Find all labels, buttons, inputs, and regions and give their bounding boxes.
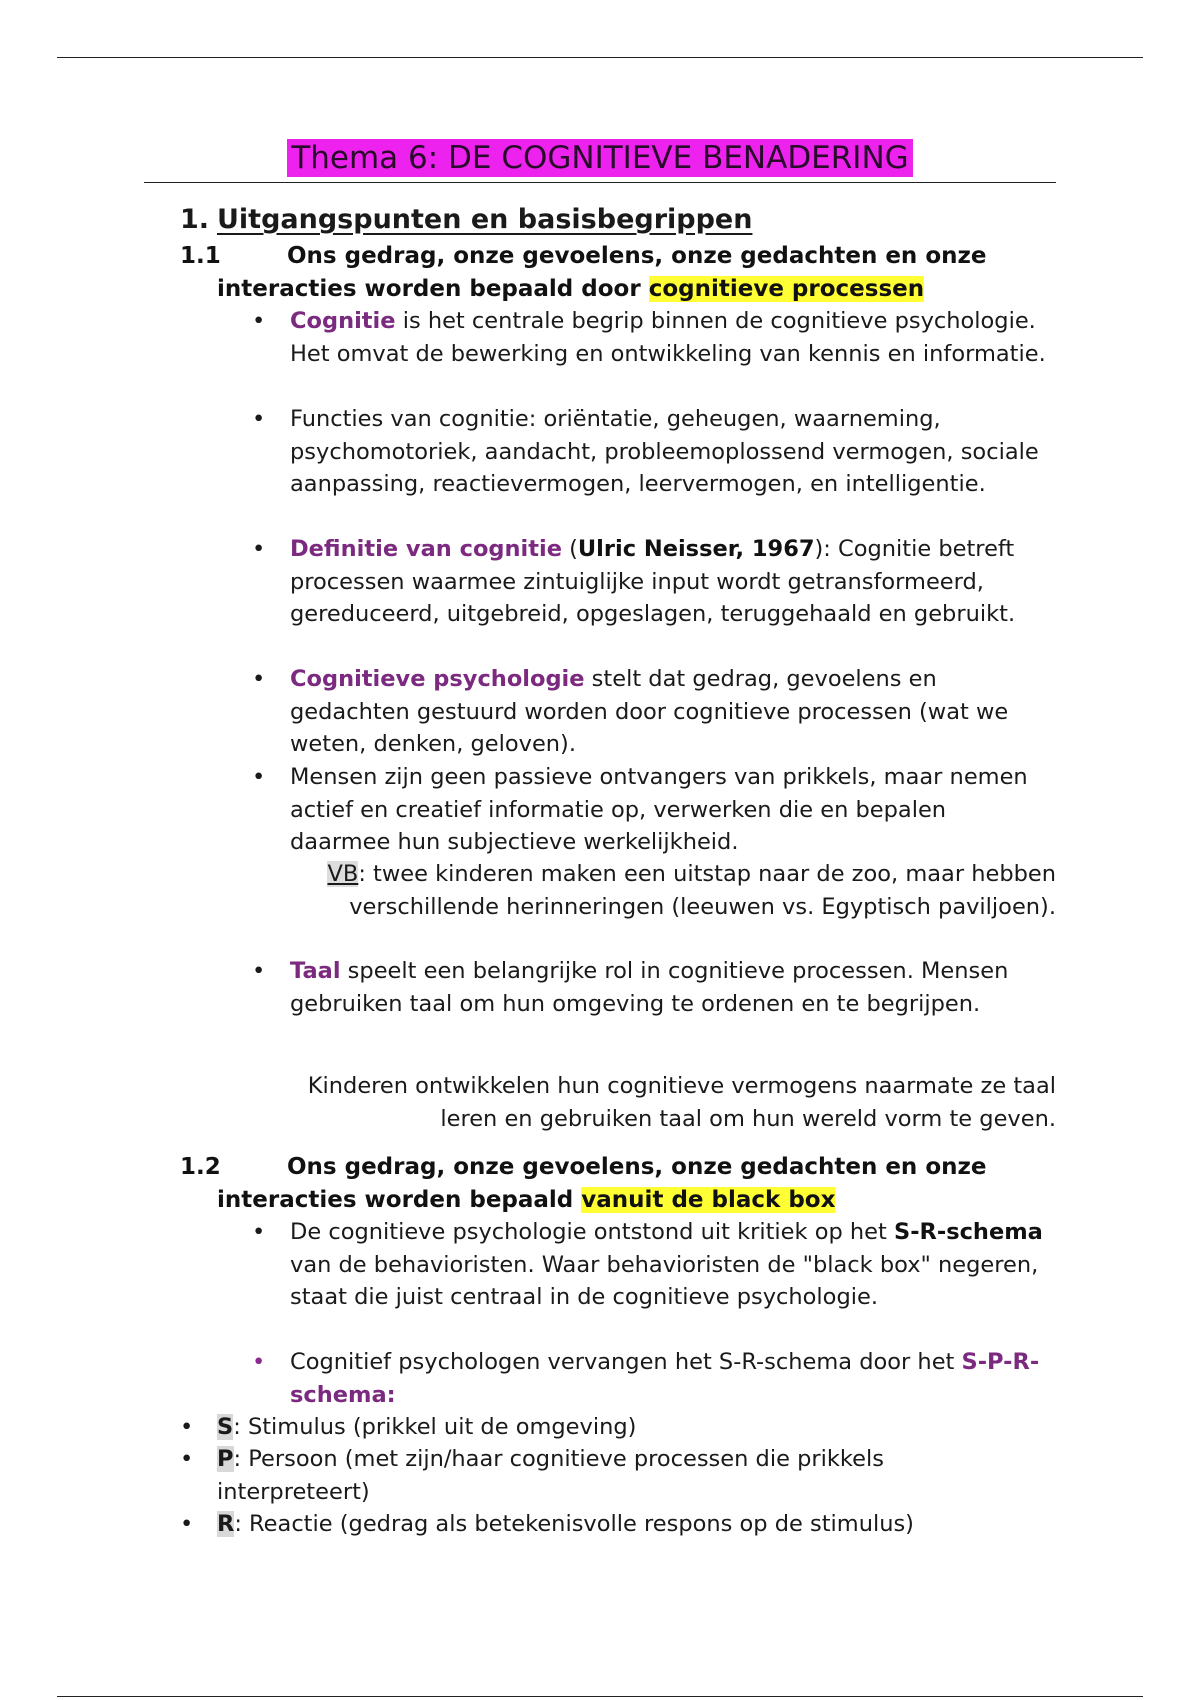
bullet-glyph: • bbox=[252, 666, 266, 692]
header-rule bbox=[57, 57, 1143, 58]
title-block bbox=[0, 138, 1200, 178]
bullet-text: ): Cognitie betreft processen waarmee zintuiglijke input wordt getransformeerd, gereduceerd, uitgebreid, opgeslagen, teruggehaald en gebruikt. bbox=[290, 536, 1016, 627]
bullet-text: van de behavioristen. Waar behavioristen de "black box" negeren, staat die juist centraal in de cognitieve psychologie. bbox=[290, 1251, 1039, 1310]
spr-item-text bbox=[217, 1508, 980, 1541]
subsection-line2-text: interacties worden bepaald bbox=[217, 1186, 582, 1213]
bullet-text: speelt een belangrijke rol in cognitieve processen. Mensen gebruiken taal om hun omgeving te ordenen en te begrijpen. bbox=[290, 958, 1009, 1017]
note-paragraph: Kinderen ontwikkelen hun cognitieve vermogens naarmate ze taal leren en gebruiken taal om hun wereld vorm te geven. bbox=[307, 1073, 1056, 1132]
subsection-line2-text: interacties worden bepaald door bbox=[217, 275, 649, 302]
bullet-text: stelt dat gedrag, gevoelens en gedachten gestuurd worden door cognitieve processen (wat we weten, denken, geloven). bbox=[290, 666, 1009, 757]
highlight-cognitieve-processen: cognitieve processen bbox=[648, 275, 925, 302]
example-block bbox=[300, 858, 1056, 923]
bullet-glyph: • bbox=[252, 1349, 266, 1375]
subsection-heading-1-1 bbox=[180, 240, 1040, 305]
bullet-glyph: • bbox=[180, 1414, 194, 1440]
section-title: Uitgangspunten en basisbegrippen bbox=[217, 204, 753, 235]
sr-schema-term: S-R-schema bbox=[893, 1219, 1043, 1245]
bullet-glyph: • bbox=[252, 308, 266, 334]
list-item bbox=[252, 1346, 1052, 1411]
list-item bbox=[252, 761, 1052, 859]
list-item-text: Mensen zijn geen passieve ontvangers van prikkels, maar nemen actief en creatief informatie op, verwerken die en bepalen daarmee hun subjectieve werkelijkheid. bbox=[290, 764, 1028, 855]
spr-schema-term: S-P-R-schema: bbox=[290, 1349, 1040, 1408]
bullet-glyph: • bbox=[180, 1446, 194, 1472]
bullet-glyph: • bbox=[252, 764, 266, 790]
example-text: : twee kinderen maken een uitstap naar de zoo, maar hebben verschillende herinneringen (leeuwen vs. Egyptisch paviljoen). bbox=[349, 861, 1056, 920]
bullet-glyph: • bbox=[252, 958, 266, 984]
subsection-line1: Ons gedrag, onze gevoelens, onze gedachten en onze bbox=[287, 1154, 987, 1180]
spr-description: : Stimulus (prikkel uit de omgeving) bbox=[233, 1414, 637, 1440]
term-taal: Taal bbox=[290, 958, 341, 984]
subsection-line1: Ons gedrag, onze gevoelens, onze gedachten en onze bbox=[287, 243, 987, 269]
term-cognitieve-psychologie: Cognitieve psychologie bbox=[290, 666, 585, 692]
bullet-glyph: • bbox=[252, 1219, 266, 1245]
list-item-text bbox=[290, 533, 1052, 631]
subsection-number: 1.1 bbox=[180, 243, 221, 269]
list-item bbox=[252, 305, 1052, 370]
spr-letter: S bbox=[217, 1414, 234, 1440]
author-citation: Ulric Neisser, 1967 bbox=[577, 536, 815, 562]
example-label: VB bbox=[327, 861, 359, 887]
title-underline bbox=[144, 182, 1056, 183]
spr-description: : Reactie (gedrag als betekenisvolle respons op de stimulus) bbox=[234, 1511, 914, 1537]
list-item bbox=[252, 955, 1052, 1020]
bullet-glyph: • bbox=[180, 1511, 194, 1537]
bullet-text: De cognitieve psychologie ontstond uit kritiek op het bbox=[290, 1219, 894, 1245]
list-item-text: Functies van cognitie: oriëntatie, geheugen, waarneming, psychomotoriek, aandacht, probleemoplossend vermogen, sociale aanpassing, reactievermogen, leervermogen, en intelligentie. bbox=[290, 406, 1039, 497]
footer-rule bbox=[57, 1696, 1143, 1697]
list-item-text bbox=[290, 955, 1052, 1020]
subsection-number: 1.2 bbox=[180, 1154, 221, 1180]
subsection-line2 bbox=[180, 1184, 1040, 1217]
spr-letter: P bbox=[217, 1446, 234, 1472]
spr-item-s bbox=[180, 1411, 980, 1444]
list-item bbox=[252, 1216, 1052, 1314]
list-item bbox=[252, 403, 1052, 501]
list-item-text bbox=[290, 1346, 1052, 1411]
section-heading-1 bbox=[180, 201, 752, 239]
bullet-text: is het centrale begrip binnen de cognitieve psychologie. Het omvat de bewerking en ontwikkeling van kennis en informatie. bbox=[290, 308, 1046, 367]
list-item bbox=[252, 533, 1052, 631]
spr-item-p bbox=[180, 1443, 980, 1508]
list-item-text bbox=[290, 663, 1052, 761]
spr-letter: R bbox=[217, 1511, 235, 1537]
bullet-glyph: • bbox=[252, 406, 266, 432]
spr-item-r bbox=[180, 1508, 980, 1541]
list-item-text bbox=[290, 1216, 1052, 1314]
spr-description: : Persoon (met zijn/haar cognitieve processen die prikkels interpreteert) bbox=[217, 1446, 884, 1505]
bullet-glyph: • bbox=[252, 536, 266, 562]
document-title: Thema 6: DE COGNITIEVE BENADERING bbox=[287, 139, 912, 177]
bullet-text: ( bbox=[561, 536, 578, 562]
term-cognitie: Cognitie bbox=[290, 308, 396, 334]
subsection-heading-1-2 bbox=[180, 1151, 1040, 1216]
term-definitie: Definitie van cognitie bbox=[290, 536, 562, 562]
spr-item-text bbox=[217, 1411, 980, 1444]
list-item-text bbox=[290, 305, 1052, 370]
spr-item-text bbox=[217, 1443, 980, 1508]
list-item bbox=[252, 663, 1052, 761]
section-number: 1. bbox=[180, 204, 210, 235]
highlight-black-box: vanuit de black box bbox=[581, 1186, 836, 1213]
subsection-line2 bbox=[180, 273, 1040, 306]
bullet-text: Cognitief psychologen vervangen het S-R-schema door het bbox=[290, 1349, 962, 1375]
